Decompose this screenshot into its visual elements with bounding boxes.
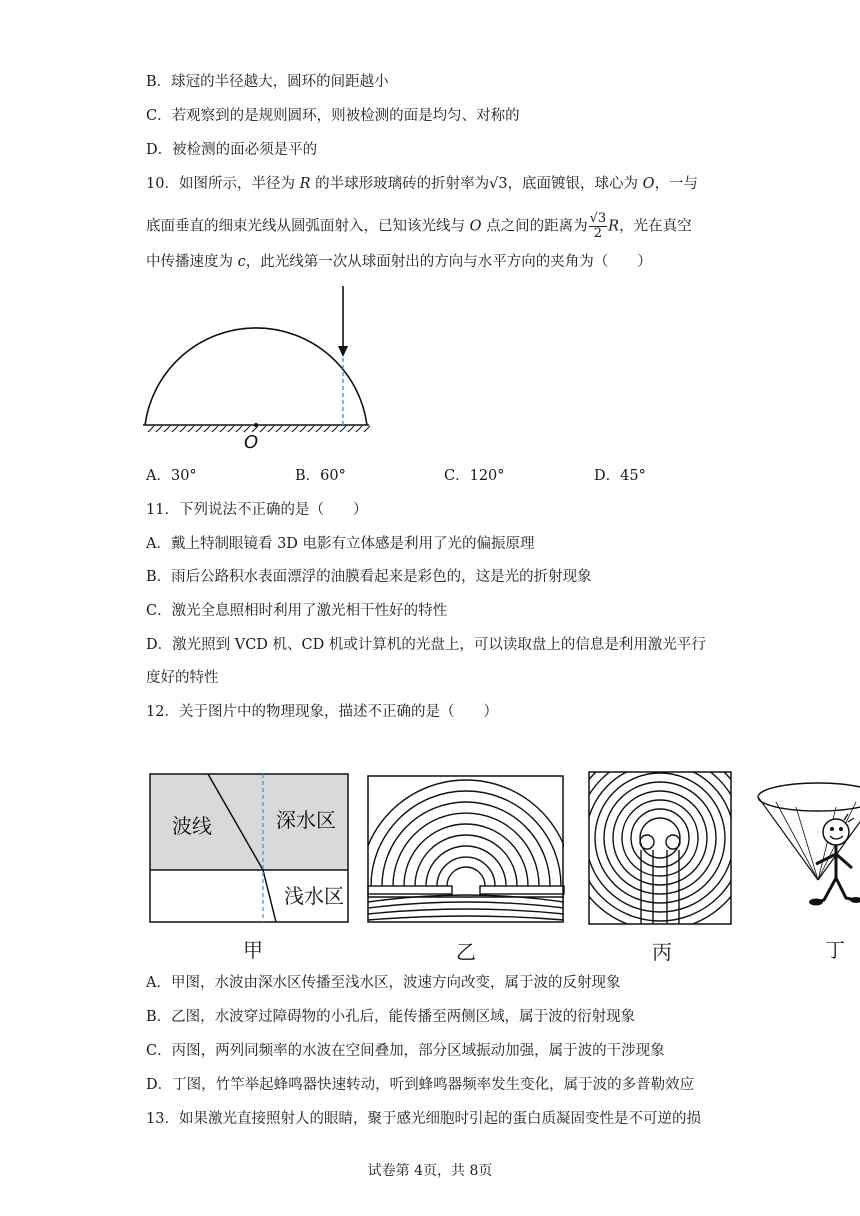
q12-stem: 12．关于图片中的物理现象，描述不正确的是（ ） bbox=[146, 704, 498, 720]
q12-option-a: A．甲图，水波由深水区传播至浅水区，波速方向改变，属于波的反射现象 bbox=[146, 975, 621, 991]
silvered-hatching bbox=[148, 426, 370, 432]
q10-line-2: 底面垂直的细束光线从圆弧面射入，已知该光线与 O 点之间的距离为 $\frac{√3}{2}$ R，光在真空 bbox=[146, 211, 692, 241]
caption-bing: 丙 bbox=[652, 940, 672, 964]
figure-ding bbox=[756, 780, 860, 930]
caption-yi: 乙 bbox=[456, 940, 476, 964]
q11-option-d-2: 度好的特性 bbox=[146, 670, 219, 686]
label-deep-water: 深水区 bbox=[276, 808, 336, 832]
hemisphere-arc bbox=[145, 328, 367, 425]
q13-stem: 13．如果激光直接照射人的眼睛，聚于感光细胞时引起的蛋白质凝固变性是不可逆的损 bbox=[146, 1111, 701, 1127]
q11-stem: 11．下列说法不正确的是（ ） bbox=[146, 502, 368, 518]
q10-option-c: C．120° bbox=[444, 468, 505, 484]
q10-line-1: 10．如图所示，半径为 R 的半球形玻璃砖的折射率为√3，底面镀银，球心为 O，一与 bbox=[146, 176, 699, 192]
hemisphere-figure bbox=[140, 282, 380, 457]
figure-yi bbox=[368, 776, 564, 924]
caption-ding: 丁 bbox=[825, 938, 845, 962]
figure-bing bbox=[589, 772, 733, 926]
option-d-prev: D．被检测的面必须是平的 bbox=[146, 142, 318, 158]
option-b-prev: B．球冠的半径越大，圆环的间距越小 bbox=[146, 74, 389, 90]
q11-option-a: A．戴上特制眼镜看 3D 电影有立体感是利用了光的偏振原理 bbox=[146, 536, 535, 552]
label-wave-line: 波线 bbox=[172, 814, 212, 838]
q11-option-c: C．激光全息照相时利用了激光相干性好的特性 bbox=[146, 603, 448, 619]
q10-line-3: 中传播速度为 c，此光线第一次从球面射出的方向与水平方向的夹角为（ ） bbox=[146, 254, 652, 270]
q12-option-c: C．丙图，两列同频率的水波在空间叠加，部分区域振动加强，属于波的干涉现象 bbox=[146, 1043, 665, 1059]
q11-option-d-1: D．激光照到 VCD 机、CD 机或计算机的光盘上，可以读取盘上的信息是利用激光平行 bbox=[146, 637, 706, 653]
q10-option-b: B．60° bbox=[295, 468, 346, 484]
fraction-sqrt3-over-2: $\frac{√3}{2}$ bbox=[589, 211, 607, 241]
label-o: O bbox=[244, 432, 259, 453]
q10-option-d: D．45° bbox=[594, 468, 646, 484]
ray-arrowhead-icon bbox=[338, 346, 348, 357]
cartoon-head bbox=[823, 819, 849, 845]
sqrt-3: √3 bbox=[489, 176, 508, 192]
page-footer: 试卷第 4页，共 8页 bbox=[367, 1163, 493, 1179]
option-c-prev: C．若观察到的是规则圆环，则被检测的面是均匀、对称的 bbox=[146, 108, 520, 124]
label-shallow-water: 浅水区 bbox=[284, 884, 344, 908]
center-point bbox=[254, 423, 258, 427]
q12-option-d: D．丁图，竹竿举起蜂鸣器快速转动，听到蜂鸣器频率发生变化，属于波的多普勒效应 bbox=[146, 1077, 695, 1093]
q10-option-a: A．30° bbox=[146, 468, 197, 484]
q11-option-b: B．雨后公路积水表面漂浮的油膜看起来是彩色的，这是光的折射现象 bbox=[146, 569, 592, 585]
figure-jia bbox=[150, 774, 350, 924]
caption-jia: 甲 bbox=[243, 938, 263, 962]
q12-option-b: B．乙图，水波穿过障碍物的小孔后，能传播至两侧区域，属于波的衍射现象 bbox=[146, 1009, 636, 1025]
